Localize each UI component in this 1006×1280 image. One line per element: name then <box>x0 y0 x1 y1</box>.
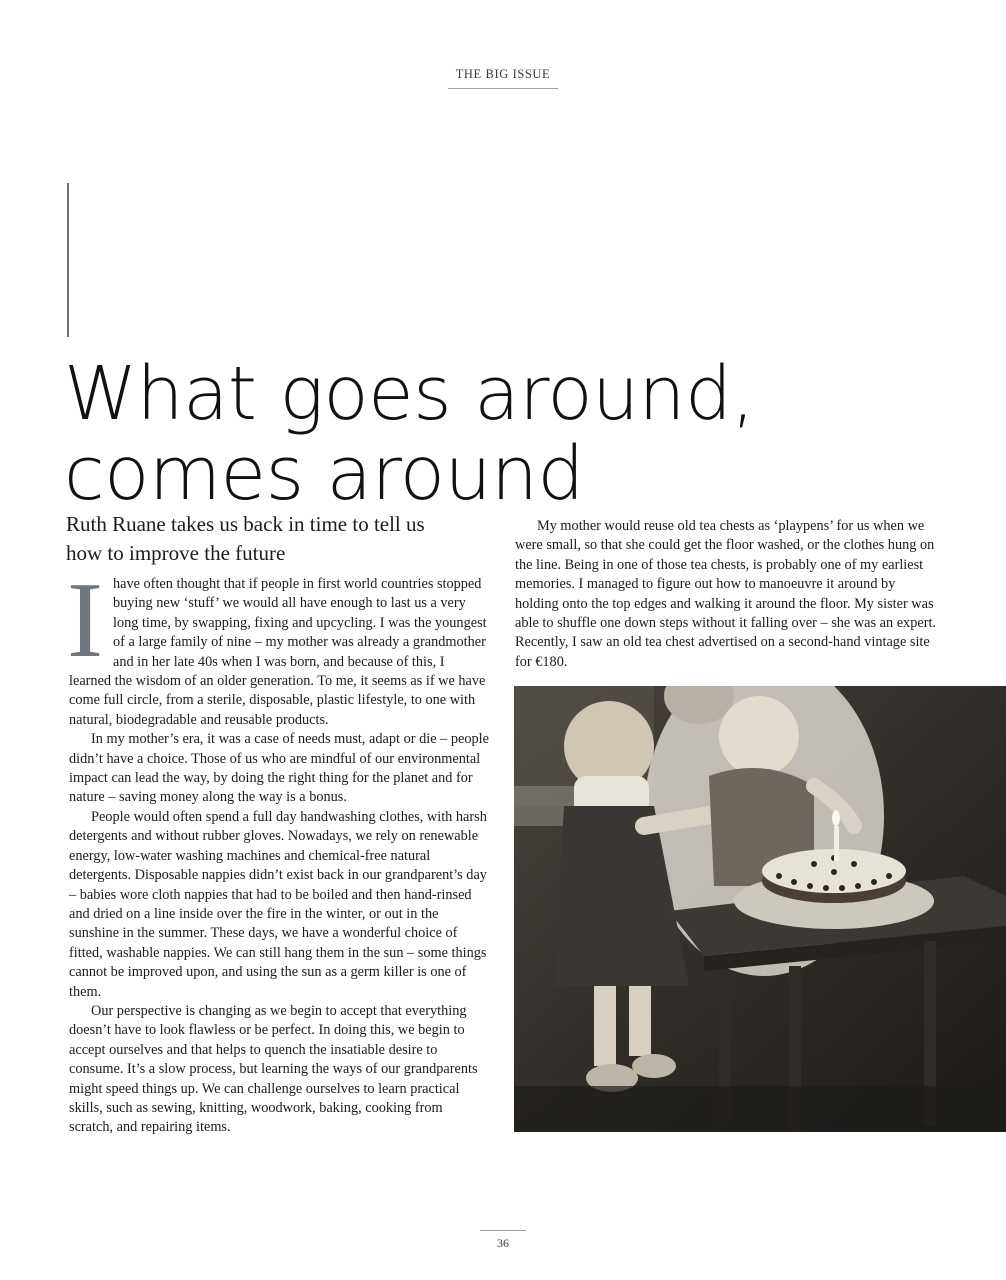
drop-cap: I <box>67 561 103 680</box>
standfirst-line-2: how to improve the future <box>66 541 286 565</box>
article-column-right <box>515 517 939 672</box>
headline-line-1: What goes around, <box>64 351 755 437</box>
article-paragraph-4: Our perspective is changing as we begin to accept that everything doesn’t have to look flawless or be perfect. In doing this, we begin to accept ourselves and that helps to quench the insatiable desire to consume. It’s a slow process, but learning the ways of our grandparents might speed things up. We can challenge ourselves to learn practical skills, such as sewing, knitting, woodwork, baking, cooking from scratch, and repairing items. <box>69 1002 478 1136</box>
article-paragraph-5: My mother would reuse old tea chests as ‘playpens’ for us when we were small, so that she could get the floor washed, or the clothes hung on the line. Being in one of those tea chests, is probably one of my earliest memories. I managed to figure out how to manoeuvre it around by holding onto the top edges and walking it around the floor. My sister was able to shuffle one down steps without it falling over – she was an expert. Recently, I saw an old tea chest advertised on a second-hand vintage site for €180. <box>515 518 937 670</box>
paragraph-text: have often thought that if people in first world countries stopped buying new ‘stuff’ we would all have enough to last us a very long time, by swapping, fixing and upcycling. I was the youngest of a large family of nine – my mother was already a grandmother and in her late 40s when I was born, and because of this, I learned the wisdom of an older generation. To me, it seems as if we have come full circle, from a sterile, disposable, plastic lifestyle, to one with natural, biodegradable and reusable products. <box>69 576 487 728</box>
article-paragraph-3: People would often spend a full day handwashing clothes, with harsh detergents and without rubber gloves. Nowadays, we rely on renewable energy, low-water washing machines and chemical-free natural detergents. Disposable nappies didn’t exist back in our grandparent’s day – babies wore cloth nappies that had to be boiled and then hand-rinsed and dried on a line inside over the fire in the winter, or out in the sunshine in the summer. These days, we have a wonderful choice of fitted, washable nappies. We can still hang them in the sun – some things cannot be improved upon, and using the sun as a germ killer is one of them. <box>69 808 487 1000</box>
article-paragraph-1 <box>67 561 489 730</box>
article-column-left <box>67 561 489 1138</box>
birthday-cake-photo <box>514 686 1006 1132</box>
headline-line-2: comes around <box>64 431 584 517</box>
article-paragraph-2: In my mother’s era, it was a case of needs must, adapt or die – people didn’t have a choice. Those of us who are mindful of our environmental impact can lead the way, by doing the right thing for the planet and for nature – saving money along the way is a bonus. <box>69 731 489 806</box>
headline <box>64 351 824 517</box>
page-number: 36 <box>480 1230 526 1251</box>
decorative-vertical-rule <box>67 183 69 337</box>
photo-illustration <box>514 686 1006 1132</box>
masthead: THE BIG ISSUE <box>448 67 558 89</box>
standfirst <box>66 510 486 568</box>
standfirst-line-1: Ruth Ruane takes us back in time to tell us <box>66 512 425 536</box>
